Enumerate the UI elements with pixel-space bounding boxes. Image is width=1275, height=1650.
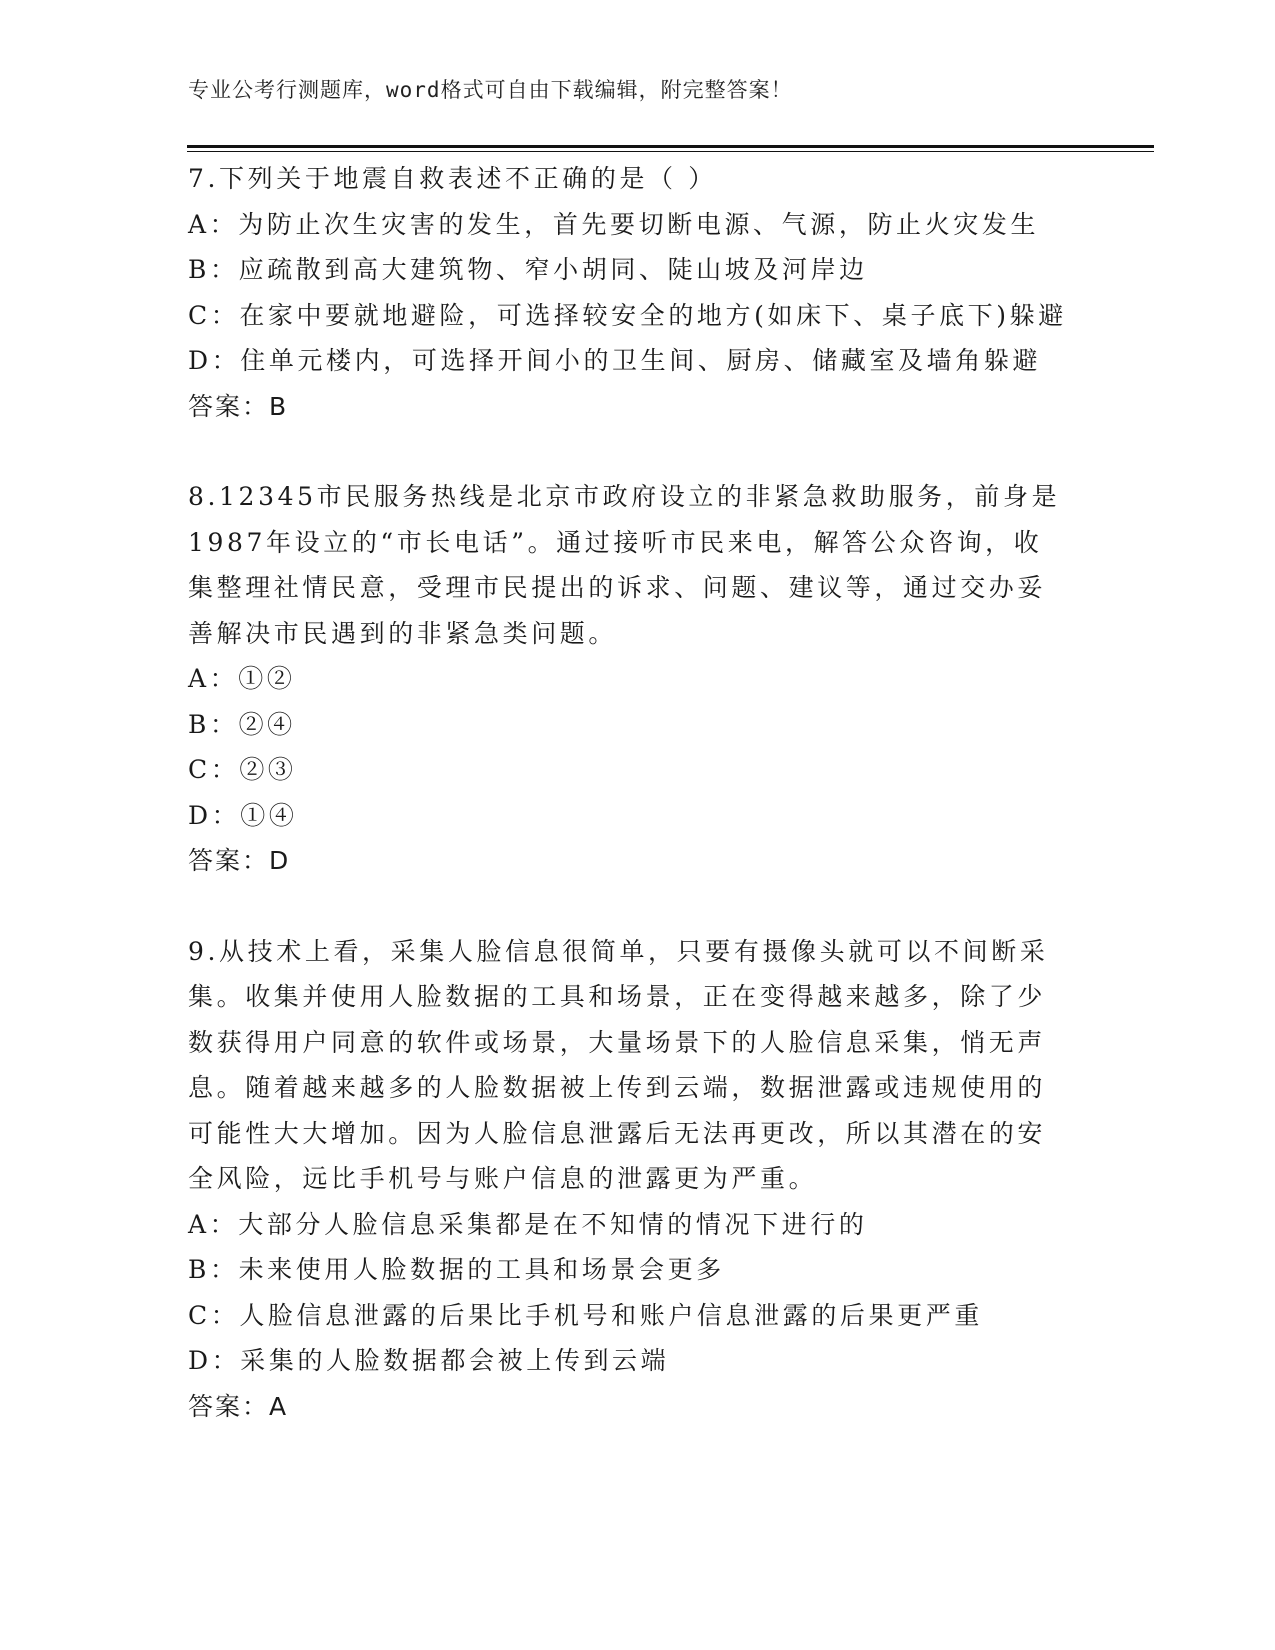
page-header: 专业公考行测题库，word格式可自由下载编辑，附完整答案！ [188, 78, 793, 102]
question-stem: 1987年设立的“市长电话”。通过接听市民来电，解答公众咨询，收 [188, 527, 1043, 557]
spacer [188, 429, 1088, 474]
option-a: A：为防止次生灾害的发生，首先要切断电源、气源，防止火灾发生 [188, 209, 1040, 239]
header-rule-thin [187, 151, 1154, 152]
option-d: D：①④ [188, 800, 298, 830]
question-7 [188, 156, 1088, 429]
question-stem: 可能性大大增加。因为人脸信息泄露后无法再更改，所以其潜在的安 [188, 1118, 1047, 1148]
question-stem: 9.从技术上看，采集人脸信息很简单，只要有摄像头就可以不间断采 [188, 936, 1049, 966]
question-9 [188, 929, 1088, 1430]
option-d: D：采集的人脸数据都会被上传到云端 [188, 1346, 670, 1375]
answer-line: 答案：A [188, 1391, 289, 1421]
question-stem: 息。随着越来越多的人脸数据被上传到云端，数据泄露或违规使用的 [188, 1073, 1047, 1102]
option-c: C：②③ [188, 755, 297, 784]
question-stem: 集整理社情民意，受理市民提出的诉求、问题、建议等，通过交办妥 [188, 573, 1047, 602]
option-a: A：①② [188, 664, 296, 693]
option-b: B：应疏散到高大建筑物、窄小胡同、陡山坡及河岸边 [188, 255, 868, 284]
question-stem: 善解决市民遇到的非紧急类问题。 [188, 618, 618, 648]
option-b: B：②④ [188, 709, 296, 739]
question-stem: 集。收集并使用人脸数据的工具和场景，正在变得越来越多，除了少 [188, 982, 1047, 1011]
question-stem: 7.下列关于地震自救表述不正确的是（ ） [188, 164, 717, 193]
option-d: D：住单元楼内，可选择开间小的卫生间、厨房、储藏室及墙角躲避 [188, 346, 1042, 375]
option-a: A：大部分人脸信息采集都是在不知情的情况下进行的 [188, 1209, 868, 1239]
answer-line: 答案：B [188, 391, 289, 421]
header-rule-thick [187, 145, 1154, 148]
question-list [188, 156, 1088, 1429]
question-stem: 8.12345市民服务热线是北京市政府设立的非紧急救助服务，前身是 [188, 482, 1061, 511]
option-b: B：未来使用人脸数据的工具和场景会更多 [188, 1255, 725, 1284]
question-8 [188, 474, 1088, 884]
answer-line: 答案：D [188, 846, 291, 875]
option-c: C：人脸信息泄露的后果比手机号和账户信息泄露的后果更严重 [188, 1300, 983, 1330]
question-stem: 全风险，远比手机号与账户信息的泄露更为严重。 [188, 1164, 818, 1193]
option-c: C：在家中要就地避险，可选择较安全的地方(如床下、桌子底下)躲避 [188, 300, 1067, 330]
question-stem: 数获得用户同意的软件或场景，大量场景下的人脸信息采集，悄无声 [188, 1027, 1047, 1057]
spacer [188, 884, 1088, 929]
